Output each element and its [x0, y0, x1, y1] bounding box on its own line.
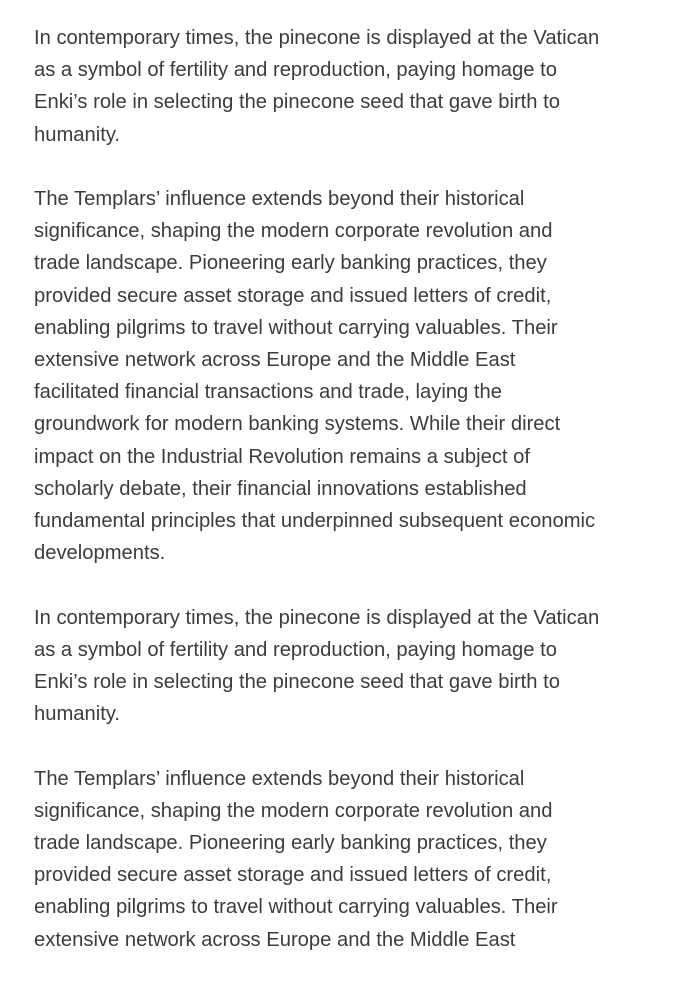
text-line: as a symbol of fertility and reproduction, paying homage to: [34, 59, 557, 82]
text-line: enabling pilgrims to travel without carrying valuables. Their: [34, 896, 558, 919]
text-line: trade landscape. Pioneering early banking practices, they: [34, 832, 547, 855]
text-line: as a symbol of fertility and reproduction, paying homage to: [34, 638, 557, 661]
text-line: The Templars’ influence extends beyond their historical: [34, 767, 525, 790]
text-line: developments.: [34, 542, 166, 565]
text-line: extensive network across Europe and the Middle East: [34, 349, 516, 372]
paragraph-templars-1: [34, 183, 674, 569]
text-line: fundamental principles that underpinned subsequent economic: [34, 510, 596, 533]
text-line: humanity.: [34, 123, 121, 146]
text-line: facilitated financial transactions and trade, laying the: [34, 381, 502, 404]
text-line: In contemporary times, the pinecone is displayed at the Vatican: [34, 27, 600, 49]
text-line: The Templars’ influence extends beyond their historical: [34, 188, 525, 210]
paragraph-pinecone-1: [34, 22, 674, 151]
text-line: provided secure asset storage and issued letters of credit,: [34, 284, 552, 307]
document-body: [34, 22, 674, 988]
paragraph-templars-2: [34, 763, 674, 956]
text-line: Enki’s role in selecting the pinecone seed that gave birth to: [34, 91, 560, 114]
paragraph-pinecone-2: [34, 602, 674, 731]
text-line: In contemporary times, the pinecone is displayed at the Vatican: [34, 606, 600, 629]
text-line: significance, shaping the modern corporate revolution and: [34, 799, 553, 822]
text-line: groundwork for modern banking systems. While their direct: [34, 413, 561, 436]
text-line: impact on the Industrial Revolution remains a subject of: [34, 445, 530, 468]
text-line: humanity.: [34, 703, 121, 726]
text-line: extensive network across Europe and the Middle East: [34, 928, 516, 951]
text-line: provided secure asset storage and issued letters of credit,: [34, 864, 552, 887]
text-line: significance, shaping the modern corporate revolution and: [34, 220, 553, 243]
text-line: trade landscape. Pioneering early banking practices, they: [34, 252, 547, 275]
text-line: enabling pilgrims to travel without carrying valuables. Their: [34, 316, 558, 339]
text-line: Enki’s role in selecting the pinecone seed that gave birth to: [34, 671, 560, 694]
text-line: scholarly debate, their financial innovations established: [34, 477, 527, 500]
